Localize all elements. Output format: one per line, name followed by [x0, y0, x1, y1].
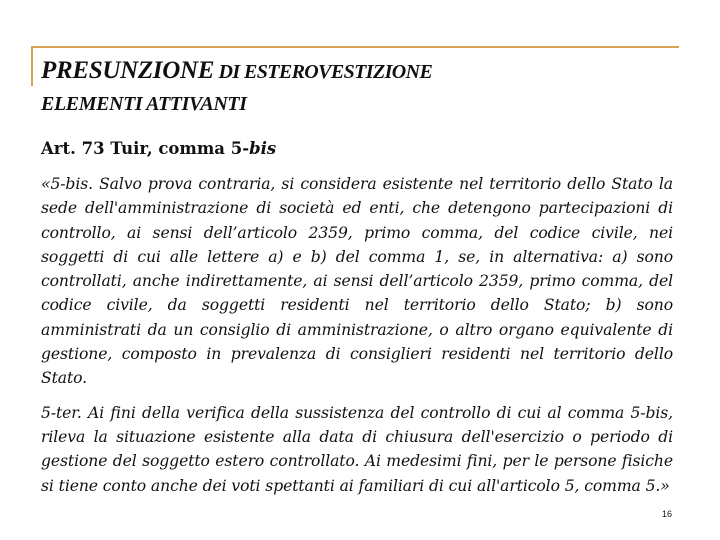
title-rest: DI ESTEROVESTIZIONE: [214, 61, 433, 83]
article-reference: [41, 138, 276, 160]
page-number: 16: [662, 509, 673, 519]
title-main-word: PRESUNZIONE: [41, 57, 215, 84]
paragraph-5-bis: «5-bis. Salvo prova contraria, si considera esistente nel territorio dello Stato la sede dell'amministrazione di società ed enti, che detengono partecipazioni di controllo, ai sensi dell’articolo 2359, primo comma, del codice civile, nei soggetti di cui alle lettere a) e b) del comma 1, se, in alternativa: a) sono controllati, anche indirettamente, ai sensi dell’articolo 2359, primo comma, del codice civile, da soggetti residenti nel territorio dello Stato; b) sono amministrati da un consiglio di amministrazione, o altro organo equivalente di gestione, composto in prevalenza di consiglieri residenti nel territorio dello Stato.: [41, 175, 673, 388]
frame-top-line: [31, 46, 679, 48]
article-ref-prefix: Art. 73 Tuir, comma 5-: [41, 139, 250, 158]
slide-title: [41, 56, 681, 118]
paragraph-5-ter: 5-ter. Ai fini della verifica della sussistenza del controllo di cui al comma 5-bis, rileva la situazione esistente alla data di chiusura dell'esercizio o periodo di gestione del soggetto estero controllato. Ai medesimi fini, per le persone fisiche si tiene conto anche dei voti spettanti ai familiari di cui all'articolo 5, comma 5.»: [41, 403, 673, 495]
title-line-1: [41, 56, 681, 87]
article-ref-suffix: bis: [249, 139, 277, 158]
title-line-2: ELEMENTI ATTIVANTI: [41, 93, 247, 115]
frame-left-line: [31, 46, 33, 86]
article-body: [41, 172, 673, 508]
